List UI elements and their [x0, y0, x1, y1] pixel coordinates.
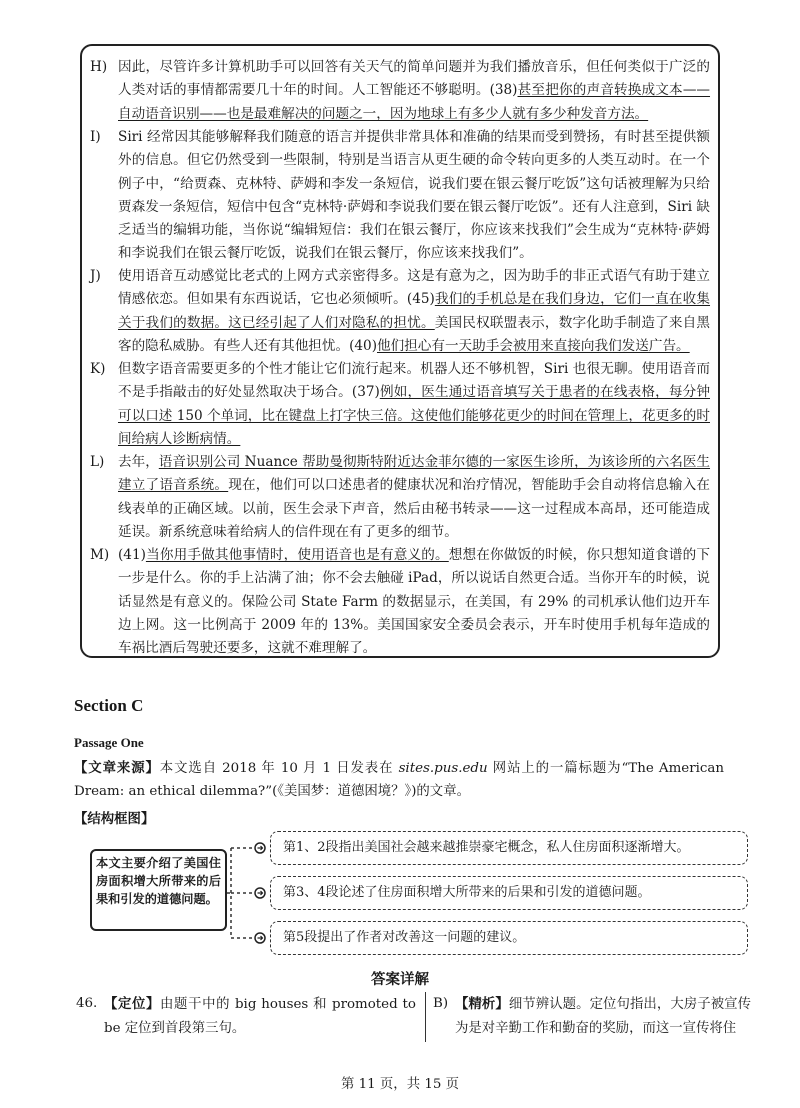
underlined-text: 我们的手机总是在我们身边，它们一直在收集关于我们的数据。这已经引起了人们对隐私的担忧。	[118, 291, 711, 331]
source-label: 【文章来源】	[74, 760, 160, 776]
paragraph-label: M)	[90, 547, 110, 563]
paragraph-text	[118, 451, 710, 544]
structure-branch-2: 第3、4段论述了住房面积增大所带来的后果和引发的道德问题。	[270, 876, 748, 910]
section-title: Section C	[74, 696, 144, 715]
paragraph-text	[118, 358, 710, 451]
text-segment: Siri 经常因其能够解释我们随意的语言并提供非常具体和准确的结果而受到赞扬，有时甚至提供额外的信息。但它仍然受到一些限制，特别是当语言从更生硬的命令转向更多的人类互动时。在一个例子中，“给贾森、克林特、萨姆和李发一条短信，说我们要在银云餐厅吃饭”这句话被理解为只给贾森发一条短信，短信中包含“克林特·萨姆和李说我们要在银云餐厅吃饭”。还有人注意到，Siri 缺乏适当的编辑功能，当你说“编辑短信：我们在银云餐厅，你应该来找我们”会生成为“克林特·萨姆和李说我们在银云餐厅吃饭，说我们在银云餐厅，你应该来找我们”。	[118, 129, 710, 262]
paragraph-label: J)	[90, 268, 101, 284]
underlined-text: 语音识别公司 Nuance 帮助曼彻斯特附近达金菲尔德的一家医生诊所，为该诊所的六名医生建立了语音系统。	[118, 454, 711, 494]
text-segment: 使用语音互动感觉比老式的上网方式亲密得多。这是有意为之，因为助手的非正式语气有助于建立情感依恋。但如果有东西说话，它也必须倾听。(45)	[118, 268, 710, 308]
text-segment: 现在，他们可以口述患者的健康状况和治疗情况，智能助手会自动将信息输入在线表单的正确区域。以前，医生会录下声音，然后由秘书转录——这一过程成本高昂，还可能造成延误。新系统意味着给病人的信件现在有了更多的细节。	[118, 477, 711, 540]
source-site: sites.pus.edu	[398, 761, 488, 776]
paragraph-label: L)	[90, 454, 105, 470]
answer-section-title: 答案详解	[371, 972, 429, 988]
structure-branch-3: 第5段提出了作者对改善这一问题的建议。	[270, 921, 748, 955]
underlined-text: 当你用手做其他事情时，使用语音也是有意义的。	[145, 547, 449, 563]
column-divider	[425, 992, 426, 1042]
underlined-text: 甚至把你的声音转换成文本——自动语音识别——也是最难解决的问题之一，因为地球上有多少人就有多少种发音方法。	[118, 82, 711, 122]
text-segment: 因此，尽管许多计算机助手可以回答有关天气的简单问题并为我们播放音乐，但任何类似于广泛的人类对话的事情都需要几十年的时间。人工智能还不够聪明。(38)	[118, 59, 710, 99]
paragraph-text	[118, 544, 710, 660]
paragraph-text	[118, 56, 710, 126]
paragraph-text	[118, 265, 710, 358]
paragraph-label: I)	[90, 129, 101, 145]
article-source	[74, 757, 724, 803]
question-number: 46.	[76, 996, 98, 1011]
structure-label: 【结构框图】	[74, 811, 155, 827]
text-segment: 去年，	[118, 454, 159, 470]
passage-box	[80, 44, 720, 658]
structure-branch-1: 第1、2段指出美国社会越来越推崇豪宅概念，私人住房面积逐渐增大。	[270, 831, 748, 865]
source-post: 网站上的一篇标题为“The American Dream: an ethical dilemma?”(《美国梦：道德困境？》)的文章。	[74, 761, 725, 799]
locate-text: 由题干中的 big houses 和 promoted to be 定位到首段第三句。	[104, 997, 416, 1036]
text-segment: 美国民权联盟表示，数字化助手制造了来自黑客的隐私威胁。有些人还有其他担忧。(40)	[118, 314, 711, 354]
underlined-text: 他们担心有一天助手会被用来直接向我们发送广告。	[377, 337, 690, 354]
page-footer: 第 11 页，共 15 页	[340, 1077, 460, 1092]
structure-connector	[227, 838, 267, 948]
structure-main-box: 本文主要介绍了美国住房面积增大所带来的后果和引发的道德问题。	[90, 849, 227, 931]
text-segment: 但数字语音需要更多的个性才能让它们流行起来。机器人还不够机智，Siri 也很无聊。使用语音而不是手指敲击的好处显然取决于场合。(37)	[118, 361, 710, 401]
source-pre: 本文选自 2018 年 10 月 1 日发表在	[159, 761, 399, 776]
answer-letter: B)	[433, 996, 449, 1011]
analysis-text: 细节辨认题。定位句指出，大房子被宣传为是对辛勤工作和勤奋的奖励，而这一宣传将住	[455, 997, 752, 1036]
passage-title: Passage One	[74, 735, 144, 750]
underlined-text: 例如，医生通过语音填写关于患者的在线表格，每分钟可以口述 150 个单词，比在键盘上打字快三倍。这使他们能够花更少的时间在管理上，花更多的时间给病人诊断病情。	[118, 384, 710, 447]
paragraph-label: K)	[90, 361, 106, 377]
locate-label: 【定位】	[104, 996, 161, 1012]
paragraph-text	[118, 126, 710, 266]
text-segment: (41)	[118, 547, 146, 563]
text-segment: 想想在你做饭的时候，你只想知道食谱的下一步是什么。你的手上沾满了油；你不会去触碰 iPad，所以说话自然更合适。当你开车的时候，说话显然是有意义的。保险公司 State Farm 的数据显示，在美国，有 29% 的司机承认他们边开车边上网。这一比例高于 2009 年的 13%。美国国家安全委员会表示，开车时使用手机每年造成的车祸比酒后驾驶还要多，这就不难理解了。	[118, 547, 711, 657]
analysis-label: 【精析】	[455, 996, 509, 1012]
paragraph-label: H)	[90, 59, 108, 75]
